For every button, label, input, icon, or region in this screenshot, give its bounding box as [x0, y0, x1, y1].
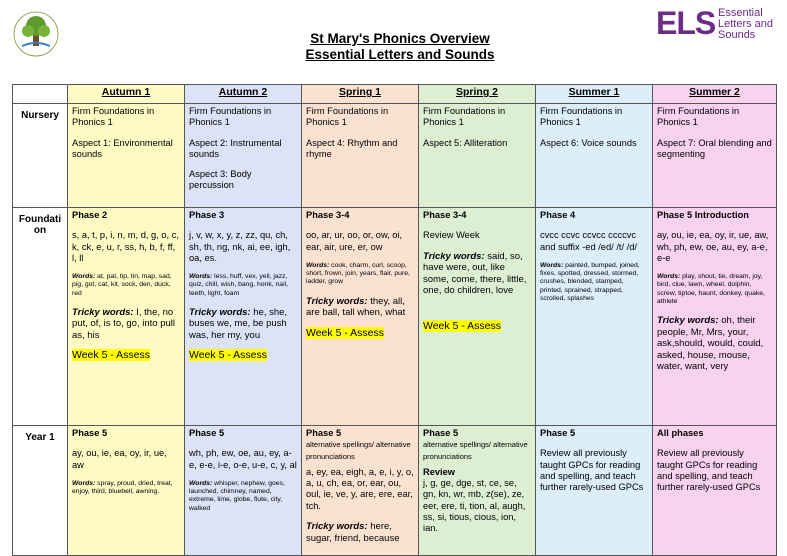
year1-autumn-1: Phase 5 ay, ou, ie, ea, oy, ir, ue, aw Words: spray, proud, dried, treat, enjoy, third, bluebell, awning. [68, 426, 185, 556]
header-summer-1: Summer 1 [536, 85, 653, 104]
nursery-spring-1: Firm Foundations in Phonics 1 Aspect 4: Rhythm and rhyme [302, 104, 419, 208]
els-logo-letters: ELS [656, 5, 716, 41]
row-label-foundation: Foundati on [13, 208, 68, 426]
header-row [13, 85, 777, 104]
foundation-spring-1: Phase 3-4 oo, ar, ur, oo, or, ow, oi, ear, air, ure, er, ow Words: cook, charm, curl, scoop, short, frown, join, years, flair, pure, ladder, grow Tricky words: they, all, are ball, tall when, what Week 5 - Assess [302, 208, 419, 426]
foundation-autumn-1: Phase 2 s, a, t, p, i, n, m, d, g, o, c, k, ck, e, u, r, ss, h, b, f, ff, l, ll Words: at, pat, tip, tin, map, sad, pig, got, cat, kit, sock, den, duck, red Tricky words: I, the, no put, of, is to, go, into pull as, his Week 5 - Assess [68, 208, 185, 426]
assess-badge: Week 5 - Assess [189, 349, 268, 362]
assess-badge: Week 5 - Assess [423, 319, 502, 332]
nursery-spring-2: Firm Foundations in Phonics 1 Aspect 5: Alliteration [419, 104, 536, 208]
year1-spring-1: Phase 5 alternative spellings/ alternative pronunciations a, ey, ea, eigh, a, e, i, y, o, a, u, ch, ea, or, ear, ou, oul, ie, ve, y, are, ere, ear, tch. Tricky words: here, sugar, friend, because [302, 426, 419, 556]
els-logo-text: Essential Letters and Sounds [718, 7, 774, 41]
foundation-spring-2: Phase 3-4 Review Week Tricky words: said, so, have were, out, like some, come, there, little, one, do children, love Week 5 - Assess [419, 208, 536, 426]
year1-summer-2: All phases Review all previously taught GPCs for reading and spelling, and teach further rarely-used GPCs [653, 426, 777, 556]
assess-badge: Week 5 - Assess [72, 349, 151, 362]
header-autumn-2: Autumn 2 [185, 85, 302, 104]
foundation-row [13, 208, 777, 426]
year1-spring-2: Phase 5 alternative spellings/ alternative pronunciations Review j, g, ge, dge, st, ce, se, gn, kn, wr, mb, z(se), ze, eer, ere, ti, tion, al, augh, ss, si, tious, cious, ion, ian. [419, 426, 536, 556]
assess-badge: Week 5 - Assess [306, 326, 385, 339]
header-summer-2: Summer 2 [653, 85, 777, 104]
header-spring-2: Spring 2 [419, 85, 536, 104]
els-logo [656, 6, 786, 46]
year1-autumn-2: Phase 5 wh, ph, ew, oe, au, ey, a-e, e-e, i-e, o-e, u-e, c, y, al Words: whisper, nephew, goes, launched, chimney, named, extreme, lime, globe, flute, city, walked [185, 426, 302, 556]
nursery-summer-2: Firm Foundations in Phonics 1 Aspect 7: Oral blending and segmenting [653, 104, 777, 208]
page-title: St Mary's Phonics Overview Essential Letters and Sounds [305, 31, 495, 62]
row-label-nursery: Nursery [13, 104, 68, 208]
school-logo [4, 4, 68, 68]
year1-row [13, 426, 777, 556]
nursery-summer-1: Firm Foundations in Phonics 1 Aspect 6: Voice sounds [536, 104, 653, 208]
nursery-autumn-2: Firm Foundations in Phonics 1 Aspect 2: Instrumental sounds Aspect 3: Body percussion [185, 104, 302, 208]
foundation-summer-1: Phase 4 cvcc ccvc ccvcc ccccvc and suffix -ed /ed/ /t/ /d/ Words: painted, bumped, joined, fixes, spotted, dressed, stormed, crushes, blended, stamped, printed, sprained, strapped, scrolled, splashes [536, 208, 653, 426]
phonics-table [12, 84, 777, 556]
foundation-autumn-2: Phase 3 j, v, w, x, y, z, zz, qu, ch, sh, th, ng, nk, ai, ee, igh, oa, es. Words: less, huff, vex, yell, jazz, quiz, chill, wish, bang, honk, nail, teeth, light, foam Tricky words: he, she, buses we, me, be push was, her my, you Week 5 - Assess [185, 208, 302, 426]
header-empty [13, 85, 68, 104]
year1-summer-1: Phase 5 Review all previously taught GPCs for reading and spelling, and teach further rarely-used GPCs [536, 426, 653, 556]
nursery-autumn-1: Firm Foundations in Phonics 1 Aspect 1: Environmental sounds [68, 104, 185, 208]
foundation-summer-2: Phase 5 Introduction ay, ou, ie, ea, oy, ir, ue, aw, wh, ph, ew, oe, au, ey, a-e, e-e Words: play, shout, tie, dream, joy, bird, clue, lawn, wheel, dolphin, screw, tiptoe, haunt, donkey, quake, athlete Tricky words: oh, their people, Mr, Mrs, your, ask,should, would, could, asked, house, mouse, water, want, very [653, 208, 777, 426]
header-autumn-1: Autumn 1 [68, 85, 185, 104]
row-label-year1: Year 1 [13, 426, 68, 556]
nursery-row [13, 104, 777, 208]
header-spring-1: Spring 1 [302, 85, 419, 104]
